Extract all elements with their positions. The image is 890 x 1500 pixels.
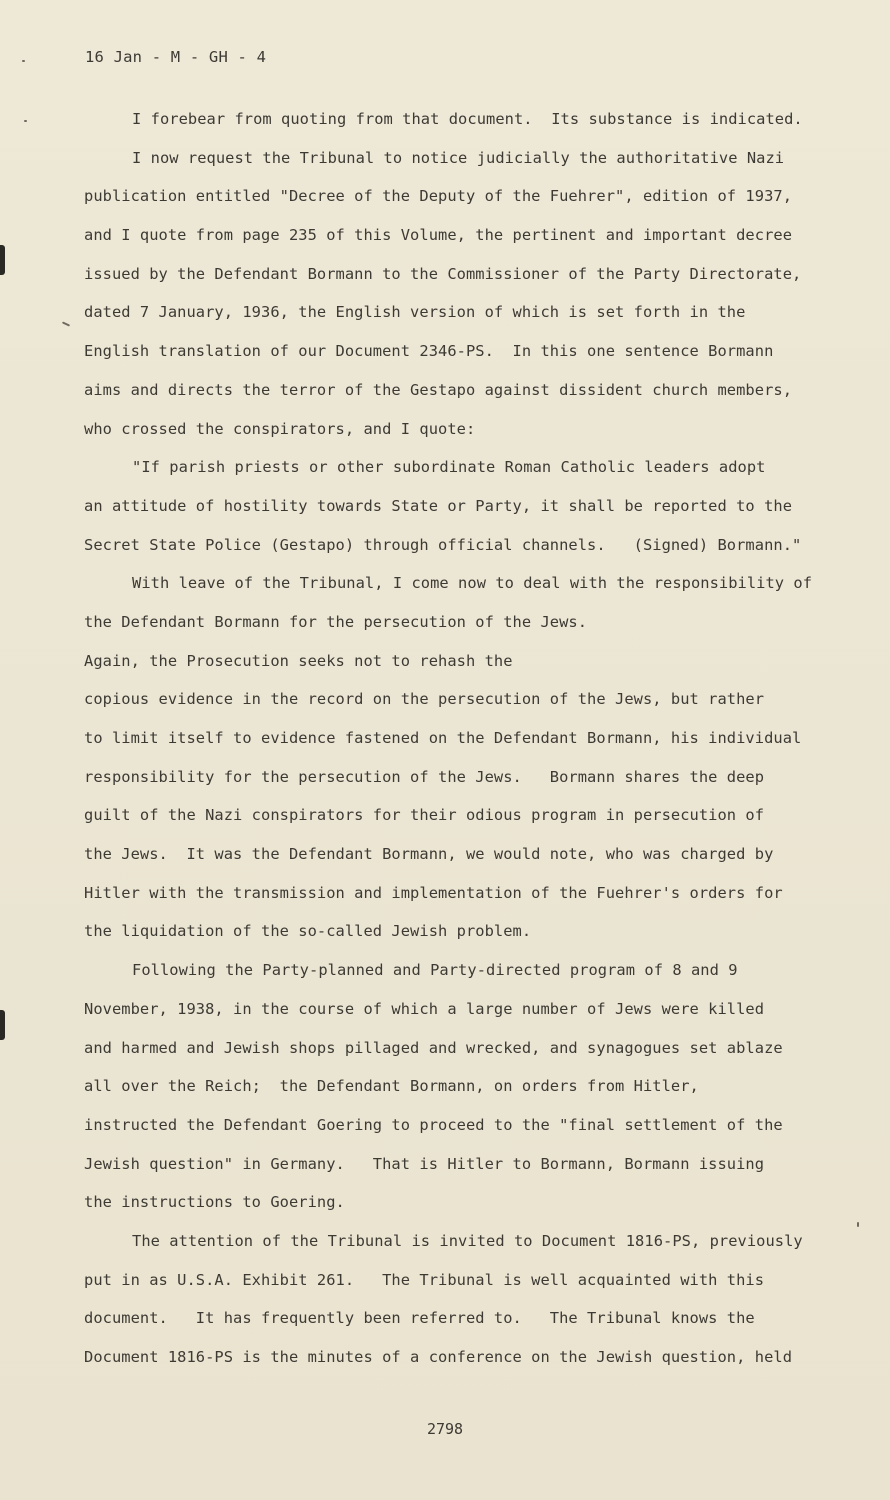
binding-mark [0, 1010, 5, 1040]
text-line: With leave of the Tribunal, I come now to deal with the responsibility of [132, 574, 813, 593]
text-line: Again, the Prosecution seeks not to rehash the [84, 651, 513, 670]
text-line: Secret State Police (Gestapo) through official channels. (Signed) Bormann." [84, 535, 802, 554]
text-line: the Jews. It was the Defendant Bormann, we would note, who was charged by [84, 845, 774, 864]
text-line: document. It has frequently been referred to. The Tribunal knows the [84, 1309, 755, 1328]
document-reference: 16 Jan - M - GH - 4 [85, 48, 267, 66]
text-line: who crossed the conspirators, and I quote: [84, 419, 476, 438]
text-line: the liquidation of the so-called Jewish problem. [84, 922, 532, 941]
text-line: issued by the Defendant Bormann to the Commissioner of the Party Directorate, [84, 264, 802, 283]
text-line: the instructions to Goering. [84, 1193, 345, 1212]
text-line: responsibility for the persecution of the Jews. Bormann shares the deep [84, 767, 765, 786]
text-line: aims and directs the terror of the Gestapo against dissident church members, [84, 380, 793, 399]
speck [857, 1222, 859, 1227]
text-line: instructed the Defendant Goering to proceed to the "final settlement of the [84, 1115, 783, 1134]
text-line: Document 1816-PS is the minutes of a conference on the Jewish question, held [84, 1348, 793, 1366]
text-line: and harmed and Jewish shops pillaged and wrecked, and synagogues set ablaze [84, 1038, 783, 1057]
text-line: The attention of the Tribunal is invited to Document 1816-PS, previously [132, 1231, 803, 1250]
text-line: dated 7 January, 1936, the English version of which is set forth in the [84, 303, 746, 322]
text-line: all over the Reich; the Defendant Bormann, on orders from Hitler, [84, 1077, 699, 1096]
text-line: and I quote from page 235 of this Volume, the pertinent and important decree [84, 226, 793, 245]
text-line: English translation of our Document 2346-PS. In this one sentence Bormann [84, 342, 774, 361]
text-line: Following the Party-planned and Party-directed program of 8 and 9 [132, 961, 738, 980]
text-line: to limit itself to evidence fastened on the Defendant Bormann, his individual [84, 729, 802, 747]
text-line: guilt of the Nazi conspirators for their odious program in persecution of [84, 806, 765, 825]
text-line: copious evidence in the record on the persecution of the Jews, but rather [84, 690, 765, 709]
text-line: put in as U.S.A. Exhibit 261. The Tribunal is well acquainted with this [84, 1270, 765, 1289]
text-line: the Defendant Bormann for the persecution of the Jews. [84, 612, 588, 631]
text-line: November, 1938, in the course of which a large number of Jews were killed [84, 999, 765, 1018]
page-number: 2798 [426, 1420, 464, 1438]
binding-mark [0, 245, 5, 275]
speck [22, 60, 25, 62]
text-line: Jewish question" in Germany. That is Hitler to Bormann, Bormann issuing [84, 1154, 765, 1173]
speck [24, 120, 27, 122]
text-line: "If parish priests or other subordinate Roman Catholic leaders adopt [132, 458, 766, 477]
text-line: an attitude of hostility towards State or Party, it shall be reported to the [84, 496, 793, 515]
text-line: I now request the Tribunal to notice judicially the authoritative Nazi [132, 148, 785, 167]
text-line: I forebear from quoting from that document. Its substance is indicated. [132, 110, 803, 128]
text-line: publication entitled "Decree of the Deputy of the Fuehrer", edition of 1937, [84, 187, 793, 206]
speck [62, 321, 70, 326]
body-text [84, 105, 854, 1382]
text-line: Hitler with the transmission and implementation of the Fuehrer's orders for [84, 883, 783, 902]
